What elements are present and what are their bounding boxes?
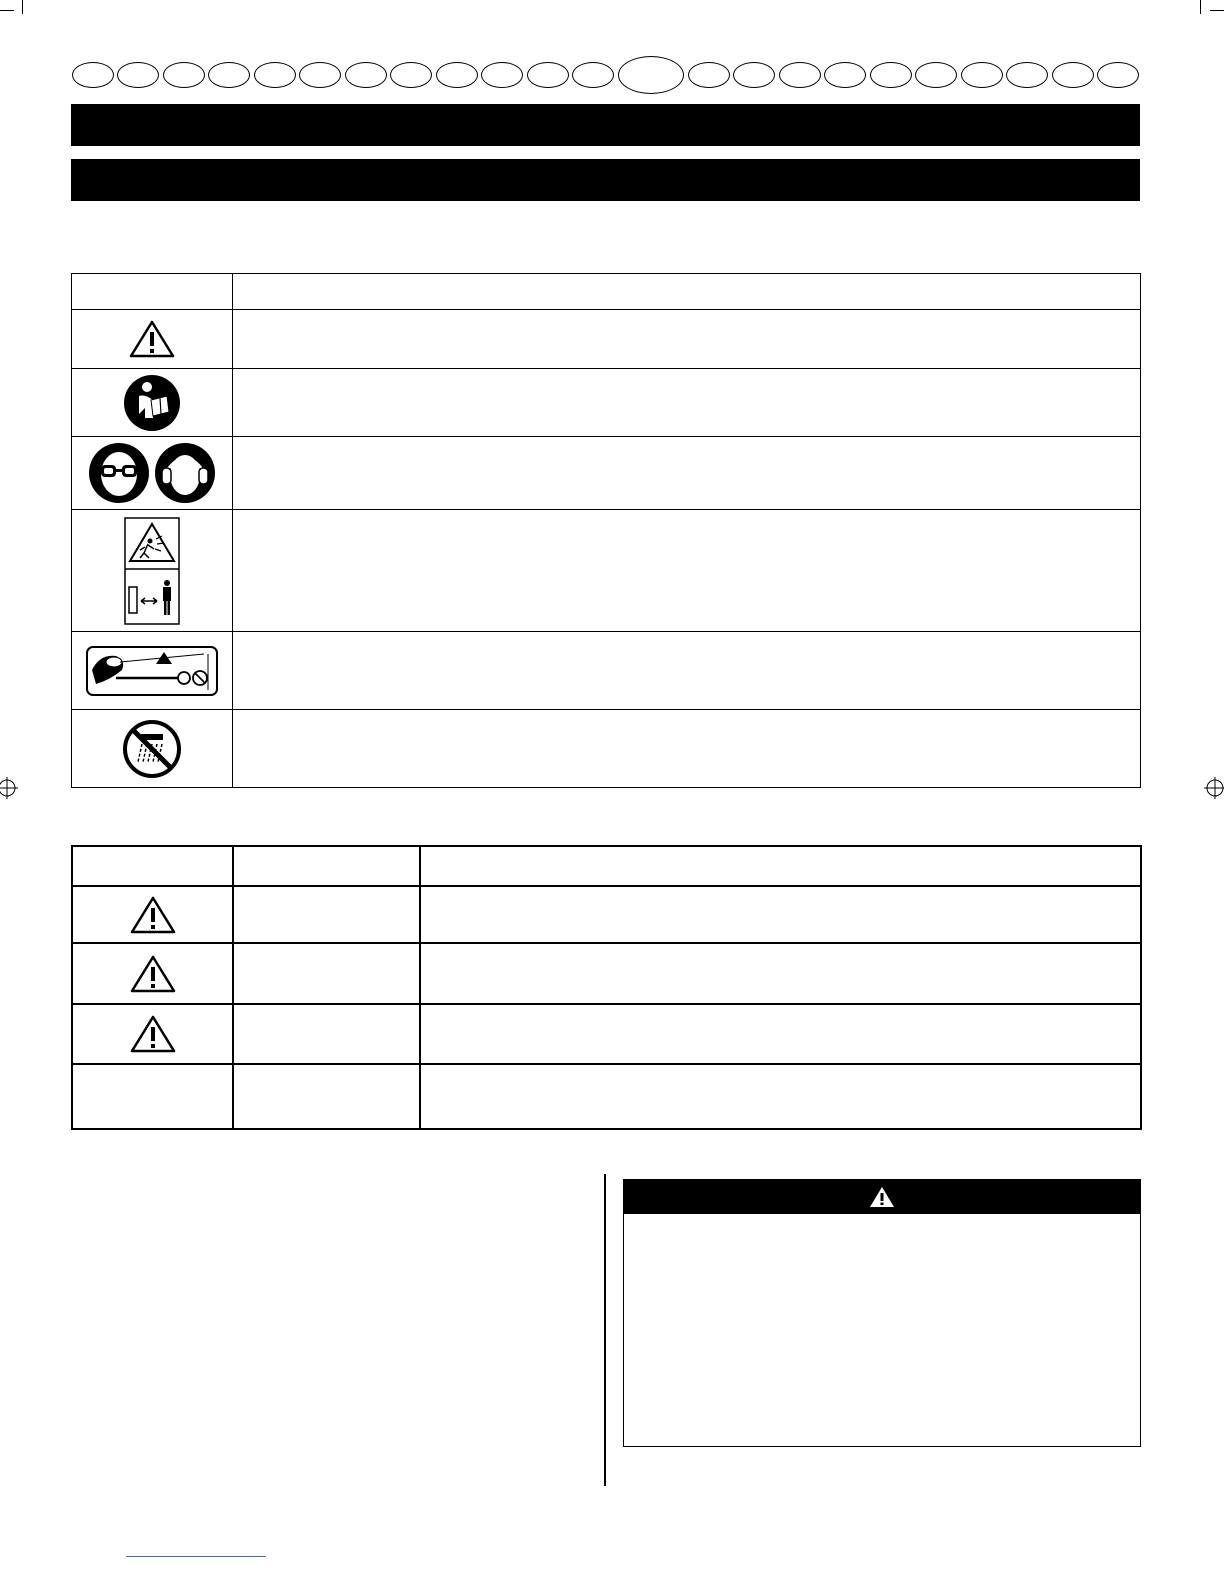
language-tab[interactable] [779, 62, 821, 88]
table-row [72, 510, 1141, 632]
table-row [72, 943, 1141, 1004]
signal-column-header [233, 846, 420, 886]
subsection-title-bar [71, 159, 1140, 201]
crop-mark [1200, 0, 1201, 14]
signal-word [233, 1064, 420, 1129]
language-tab[interactable] [961, 62, 1003, 88]
language-tab[interactable] [390, 62, 432, 88]
language-tab[interactable] [572, 62, 614, 88]
table-row [72, 437, 1141, 510]
language-tab[interactable] [870, 62, 912, 88]
warning-triangle-icon [869, 1186, 895, 1208]
signal-word [233, 1004, 420, 1064]
signal-word [233, 886, 420, 943]
symbol-description [233, 710, 1141, 788]
language-tab[interactable] [824, 62, 866, 88]
language-tab[interactable] [1052, 62, 1094, 88]
table-row [72, 310, 1141, 369]
table-row [72, 369, 1141, 437]
column-divider [604, 1174, 606, 1486]
meaning-column-header [420, 846, 1141, 886]
language-tab[interactable] [1006, 62, 1048, 88]
table-header-row [72, 274, 1141, 310]
table-header-row [72, 846, 1141, 886]
symbol-column-header [72, 846, 233, 886]
symbol-column-header [72, 274, 233, 310]
language-tab[interactable] [733, 62, 775, 88]
ear-protection-icon [154, 442, 216, 504]
language-tab-row [72, 56, 1144, 92]
signal-meaning [420, 886, 1141, 943]
warning-triangle-icon [128, 319, 176, 359]
language-tab[interactable] [345, 62, 387, 88]
symbol-description [233, 437, 1141, 510]
language-tab[interactable] [299, 62, 341, 88]
language-tab-active[interactable] [618, 56, 684, 94]
language-tab[interactable] [688, 62, 730, 88]
warning-triangle-icon [129, 895, 177, 935]
language-tab[interactable] [481, 62, 523, 88]
warning-box-header [624, 1180, 1140, 1214]
language-tab[interactable] [117, 62, 159, 88]
signal-meaning [420, 943, 1141, 1004]
language-tab[interactable] [72, 62, 114, 88]
no-rain-icon [121, 718, 183, 780]
signal-words-table [71, 845, 1142, 1130]
registration-mark-icon [1204, 777, 1224, 799]
crop-mark [22, 0, 23, 14]
table-row [72, 886, 1141, 943]
meaning-column-header [233, 274, 1141, 310]
symbols-table [71, 273, 1141, 788]
language-tab[interactable] [915, 62, 957, 88]
language-tab[interactable] [254, 62, 296, 88]
warning-box [623, 1179, 1141, 1447]
thrown-objects-keep-distance-icon [124, 517, 180, 625]
section-title-bar [71, 104, 1140, 146]
symbol-description [233, 310, 1141, 369]
empty-symbol-cell [72, 1064, 233, 1129]
language-tab[interactable] [208, 62, 250, 88]
crop-mark [0, 10, 14, 11]
language-tab[interactable] [436, 62, 478, 88]
read-manual-icon [123, 374, 181, 432]
registration-mark-icon [0, 777, 18, 799]
symbol-description [233, 510, 1141, 632]
symbol-description [233, 369, 1141, 437]
signal-word [233, 943, 420, 1004]
table-row [72, 710, 1141, 788]
symbol-description [233, 632, 1141, 710]
crop-mark [1210, 10, 1224, 11]
footer-rule [126, 1556, 266, 1557]
trimmer-distance-icon [86, 644, 218, 698]
warning-triangle-icon [129, 954, 177, 994]
warning-triangle-icon [129, 1014, 177, 1054]
table-row [72, 632, 1141, 710]
eye-protection-icon [88, 442, 150, 504]
language-tab[interactable] [1097, 62, 1139, 88]
signal-meaning [420, 1004, 1141, 1064]
signal-meaning [420, 1064, 1141, 1129]
language-tab[interactable] [527, 62, 569, 88]
language-tab[interactable] [163, 62, 205, 88]
table-row [72, 1004, 1141, 1064]
table-row [72, 1064, 1141, 1129]
